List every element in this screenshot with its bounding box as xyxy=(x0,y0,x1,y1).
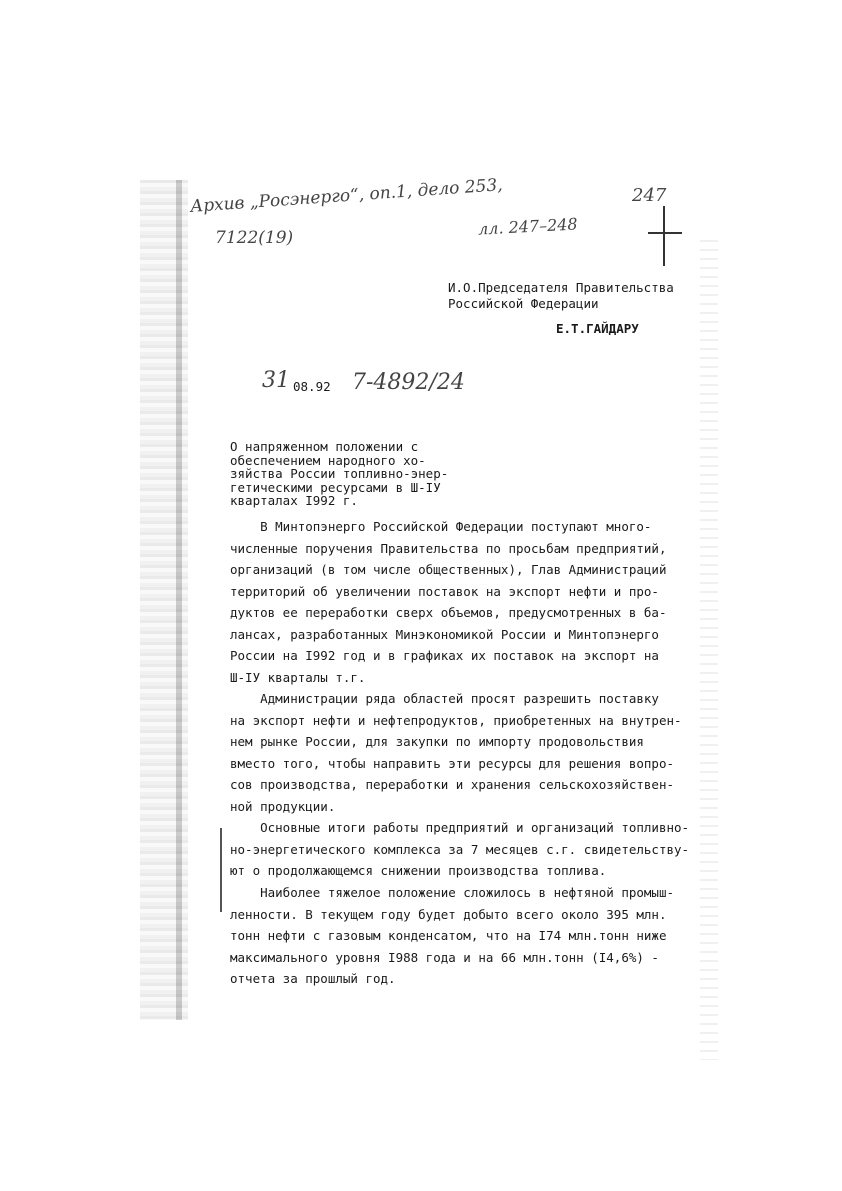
body-paragraph-1 xyxy=(230,516,670,688)
archive-note-line3: лл. 247–248 xyxy=(477,214,579,239)
addressee-name: Е.Т.ГАЙДАРУ xyxy=(556,321,639,336)
registration-number: 7-4892/24 xyxy=(352,370,465,395)
body-line: отчета за прошлый год. xyxy=(230,971,396,986)
body-line: максимального уровня I988 года и на 66 млн.тонн (I4,6%) - xyxy=(230,949,659,965)
scan-binding-line xyxy=(176,180,182,1020)
pen-mark-horizontal xyxy=(648,232,682,234)
body-line: организаций (в том числе общественных), Глав Администраций xyxy=(230,562,667,577)
body-line: вместо того, чтобы направить эти ресурсы для решения вопро- xyxy=(230,755,675,771)
body-line: Ш-IУ кварталы т.г. xyxy=(230,669,366,685)
subject-block xyxy=(230,440,490,508)
margin-mark xyxy=(220,828,222,912)
addressee-title-line2: Российской Федерации xyxy=(448,296,599,311)
body-line: на экспорт нефти и нефтепродуктов, приобретенных на внутрен- xyxy=(230,712,682,728)
body-line: ленности. В текущем году будет добыто всего около 395 млн. xyxy=(230,906,667,922)
subject-line: гетическими ресурсами в Ш-IУ xyxy=(230,479,441,495)
body-line: тонн нефти с газовым конденсатом, что на I74 млн.тонн ниже xyxy=(230,928,667,943)
body-line: Администрации ряда областей просят разрешить поставку xyxy=(230,691,659,706)
body-line: В Минтопэнерго Российской Федерации поступают много- xyxy=(230,519,652,534)
registration-date: 08.92 xyxy=(293,379,331,394)
body-line: Основные итоги работы предприятий и организаций топливно- xyxy=(230,820,690,835)
subject-line: зяйства России топливно-энер- xyxy=(230,466,449,481)
registration-day: 31 xyxy=(262,368,290,393)
body-line: нем рынке России, для закупки по импорту продовольствия xyxy=(230,734,644,749)
body-line: территорий об увеличении поставок на экспорт нефти и про- xyxy=(230,583,659,599)
body-line: сов производства, переработки и хранения сельскохозяйствен- xyxy=(230,777,675,792)
body-line: России на I992 год и в графиках их поставок на экспорт на xyxy=(230,648,659,663)
subject-line: кварталах I992 г. xyxy=(230,493,358,508)
archive-note-line2: 7122(19) xyxy=(215,228,294,248)
archive-page-number: 247 xyxy=(632,185,667,206)
subject-line: обеспечением народного хо- xyxy=(230,452,426,468)
body-line: ной продукции. xyxy=(230,798,336,814)
body-paragraph-2 xyxy=(230,688,682,817)
body-paragraph-3 xyxy=(230,817,690,882)
scan-right-edge-shadow xyxy=(700,240,718,1060)
addressee-title-line1: И.О.Председателя Правительства xyxy=(448,280,674,295)
pen-mark-vertical xyxy=(663,206,665,266)
body-line: но-энергетического комплекса за 7 месяцев с.г. свидетельству- xyxy=(230,841,690,857)
body-line: Наиболее тяжелое положение сложилось в нефтяной промыш- xyxy=(230,885,675,900)
body-line: дуктов ее переработки сверх объемов, предусмотренных в ба- xyxy=(230,605,667,620)
body-paragraph-4 xyxy=(230,882,675,990)
subject-line: О напряженном положении с xyxy=(230,439,419,454)
archive-note-line1: Архив „Росэнерго“, оп.1, дело 253, xyxy=(189,175,504,217)
body-line: численные поручения Правительства по просьбам предприятий, xyxy=(230,540,667,556)
body-line: лансах, разработанных Минэкономикой России и Минтопэнерго xyxy=(230,626,659,642)
body-line: ют о продолжающемся снижении производства топлива. xyxy=(230,863,607,878)
